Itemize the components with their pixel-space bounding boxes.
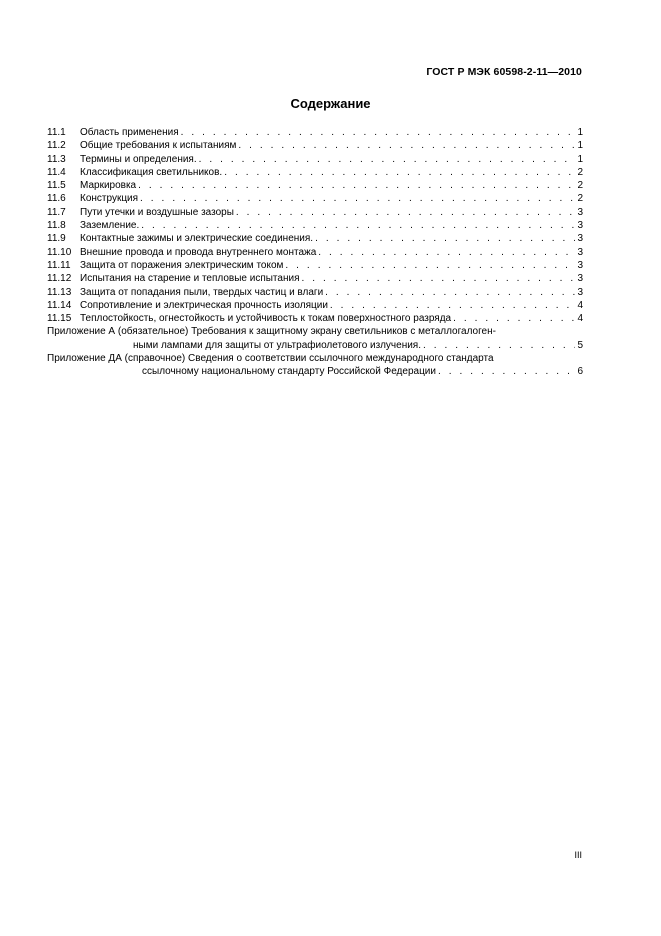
leader-dots <box>238 139 575 152</box>
toc-entry[interactable] <box>47 206 583 219</box>
toc-entry[interactable] <box>47 126 583 139</box>
toc-entry-number: 11.14 <box>47 299 72 311</box>
toc-entries <box>47 126 583 325</box>
toc-entry-page: 2 <box>577 166 583 178</box>
appendix-da-page: 6 <box>577 366 583 378</box>
toc-entry-page: 3 <box>577 246 583 258</box>
toc-entry-number: 11.12 <box>47 273 72 285</box>
toc-entry[interactable] <box>47 179 583 192</box>
appendix-a-page: 5 <box>577 339 583 351</box>
toc-entry-page: 1 <box>577 127 583 138</box>
toc-entry[interactable] <box>47 259 583 272</box>
toc-entry-page: 3 <box>577 233 583 245</box>
toc-entry-title: Маркировка <box>80 180 137 192</box>
toc-entry-page: 2 <box>577 193 583 205</box>
toc-entry-page: 2 <box>577 180 583 192</box>
leader-dots <box>236 206 575 219</box>
toc-entry-number: 11.6 <box>47 193 66 205</box>
toc-entry-number: 11.3 <box>47 153 66 165</box>
toc-entry-number: 11.1 <box>47 127 66 138</box>
toc-entry-number: 11.5 <box>47 180 66 192</box>
appendix-da[interactable] <box>47 352 583 379</box>
toc-entry-number: 11.10 <box>47 246 72 258</box>
leader-dots <box>138 179 575 192</box>
leader-dots <box>318 246 575 259</box>
toc-entry[interactable] <box>47 139 583 152</box>
leader-dots <box>315 232 575 245</box>
toc-entry[interactable] <box>47 286 583 299</box>
toc-entry-page: 3 <box>577 286 583 298</box>
appendix-da-line1: Приложение ДА (справочное) Сведения о соответствии ссылочного международного стандарта <box>47 353 494 365</box>
document-header: ГОСТ Р МЭК 60598-2-11—2010 <box>426 66 582 78</box>
leader-dots <box>285 259 575 272</box>
toc-entry-title: Сопротивление и электрическая прочность изоляции <box>80 299 328 311</box>
toc-entry-page: 3 <box>577 206 583 218</box>
toc-entry-title: Внешние провода и провода внутреннего монтажа <box>80 246 317 258</box>
toc-entry-number: 11.4 <box>47 166 66 178</box>
leader-dots <box>141 219 575 232</box>
leader-dots <box>301 272 575 285</box>
toc-entry-number: 11.11 <box>47 259 71 271</box>
appendix-a-line2-row <box>47 339 583 352</box>
toc-entry-title: Общие требования к испытаниям <box>80 140 237 152</box>
toc-entry-page: 3 <box>577 259 583 271</box>
toc-entry[interactable] <box>47 166 583 179</box>
toc-entry[interactable] <box>47 272 583 285</box>
toc-entry-title: Испытания на старение и тепловые испытания <box>80 273 300 285</box>
toc-entry-title: Конструкция <box>80 193 139 205</box>
toc-entry-page: 3 <box>577 273 583 285</box>
toc-entry-page: 1 <box>577 153 583 165</box>
toc-entry-page: 3 <box>577 220 583 232</box>
toc-entry-title: Контактные зажимы и электрические соединения. <box>80 233 314 245</box>
toc-entry-page: 4 <box>577 299 583 311</box>
leader-dots <box>330 299 575 312</box>
toc-entry-number: 11.9 <box>47 233 66 245</box>
toc-entry-number: 11.8 <box>47 220 66 232</box>
leader-dots <box>199 153 575 166</box>
toc-entry-number: 11.13 <box>47 286 72 298</box>
toc-entry-number: 11.15 <box>47 313 72 325</box>
leader-dots <box>325 286 575 299</box>
toc-entry-title: Область применения <box>80 127 179 138</box>
toc-entry-number: 11.2 <box>47 140 66 152</box>
leader-dots <box>423 339 575 352</box>
toc-entry-title: Теплостойкость, огнестойкость и устойчивость к токам поверхностного разряда <box>80 313 452 325</box>
leader-dots <box>140 192 575 205</box>
page-number: III <box>574 850 582 860</box>
appendix-da-line2: ссылочному национальному стандарту Российской Федерации <box>142 366 436 378</box>
table-of-contents <box>47 126 583 379</box>
toc-entry-title: Защита от поражения электрическим током <box>80 259 284 271</box>
toc-entry[interactable] <box>47 312 583 325</box>
appendix-a-line1: Приложение А (обязательное) Требования к защитному экрану светильников с металлогалоген- <box>47 326 496 338</box>
toc-entry[interactable] <box>47 219 583 232</box>
leader-dots <box>453 312 575 325</box>
toc-entry-page: 1 <box>577 140 583 152</box>
appendix-a-line2: ными лампами для защиты от ультрафиолетового излучения. <box>133 339 421 351</box>
leader-dots <box>438 365 575 378</box>
toc-entry[interactable] <box>47 232 583 245</box>
toc-entry-title: Защита от попадания пыли, твердых частиц и влаги <box>80 286 324 298</box>
toc-entry[interactable] <box>47 246 583 259</box>
toc-entry[interactable] <box>47 299 583 312</box>
leader-dots <box>181 126 575 139</box>
toc-entry[interactable] <box>47 153 583 166</box>
appendix-da-line2-row <box>47 365 583 378</box>
toc-entry-title: Пути утечки и воздушные зазоры <box>80 206 234 218</box>
toc-entry-title: Заземление. <box>80 220 140 232</box>
page-title: Содержание <box>290 96 371 111</box>
toc-entry-title: Термины и определения. <box>80 153 197 165</box>
toc-entry-number: 11.7 <box>47 206 66 218</box>
toc-entry-title: Классификация светильников. <box>80 166 223 178</box>
toc-entry[interactable] <box>47 192 583 205</box>
appendix-a[interactable] <box>47 325 583 352</box>
toc-entry-page: 4 <box>577 313 583 325</box>
leader-dots <box>224 166 575 179</box>
